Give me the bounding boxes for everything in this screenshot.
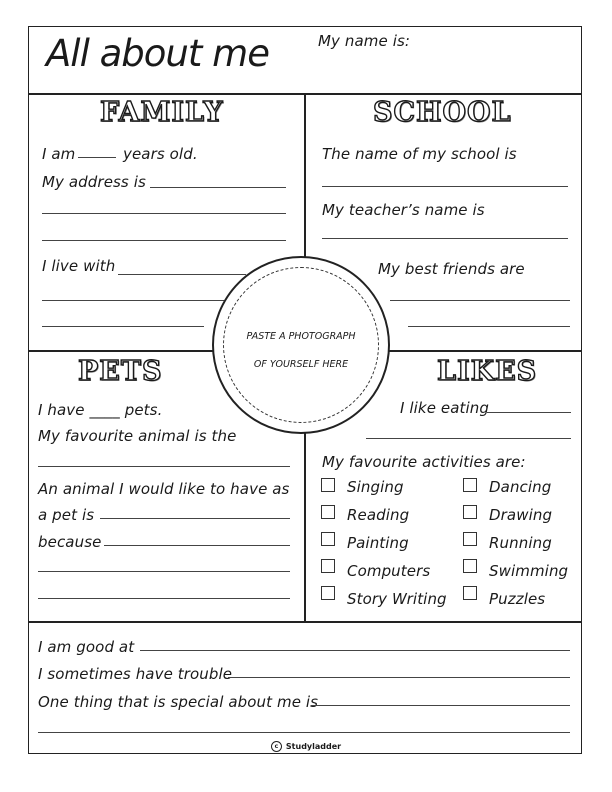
checkbox-puzzles[interactable] bbox=[463, 586, 477, 600]
activity-label: Running bbox=[489, 534, 552, 552]
best-friends-line[interactable] bbox=[408, 326, 570, 327]
copyright-icon: c bbox=[271, 741, 282, 752]
activities-label: My favourite activities are: bbox=[322, 453, 526, 471]
checkbox-singing[interactable] bbox=[321, 478, 335, 492]
trouble-line[interactable] bbox=[228, 677, 570, 678]
activity-label: Reading bbox=[347, 506, 410, 524]
photo-paste-area[interactable] bbox=[223, 267, 379, 423]
footer bbox=[0, 741, 612, 752]
address-line[interactable] bbox=[42, 213, 286, 214]
special-line[interactable] bbox=[38, 732, 570, 733]
best-friends-label: My best friends are bbox=[378, 260, 525, 278]
because-line[interactable] bbox=[38, 598, 290, 599]
pets-count-label: I have ____ pets. bbox=[38, 401, 163, 419]
would-like-label: An animal I would like to have as bbox=[38, 480, 290, 498]
favourite-animal-label: My favourite animal is the bbox=[38, 427, 237, 445]
age-suffix: years old. bbox=[123, 145, 198, 163]
special-line[interactable] bbox=[311, 705, 570, 706]
family-heading: FAMILY bbox=[100, 97, 224, 128]
photo-instruction: PASTE A PHOTOGRAPH bbox=[246, 331, 356, 342]
address-line[interactable] bbox=[150, 187, 286, 188]
checkbox-drawing[interactable] bbox=[463, 505, 477, 519]
school-name-line[interactable] bbox=[322, 186, 568, 187]
activity-label: Dancing bbox=[489, 478, 552, 496]
special-label: One thing that is special about me is bbox=[38, 693, 319, 711]
address-label: My address is bbox=[42, 173, 146, 191]
checkbox-running[interactable] bbox=[463, 532, 477, 546]
divider bbox=[28, 621, 582, 623]
age-prefix: I am bbox=[42, 145, 76, 163]
school-heading: SCHOOL bbox=[373, 97, 512, 128]
checkbox-painting[interactable] bbox=[321, 532, 335, 546]
good-at-line[interactable] bbox=[140, 650, 570, 651]
checkbox-reading[interactable] bbox=[321, 505, 335, 519]
would-like-label-2: a pet is bbox=[38, 506, 95, 524]
address-line[interactable] bbox=[42, 240, 286, 241]
checkbox-computers[interactable] bbox=[321, 559, 335, 573]
eating-line[interactable] bbox=[366, 438, 571, 439]
teacher-label: My teacher’s name is bbox=[322, 201, 485, 219]
teacher-line[interactable] bbox=[322, 238, 568, 239]
eating-line[interactable] bbox=[487, 412, 571, 413]
eating-label: I like eating bbox=[400, 399, 490, 417]
best-friends-line[interactable] bbox=[390, 300, 570, 301]
checkbox-swimming[interactable] bbox=[463, 559, 477, 573]
activity-label: Drawing bbox=[489, 506, 553, 524]
live-with-line[interactable] bbox=[118, 274, 246, 275]
school-name-label: The name of my school is bbox=[322, 145, 517, 163]
favourite-animal-line[interactable] bbox=[38, 466, 290, 467]
photo-instruction: OF YOURSELF HERE bbox=[253, 359, 349, 370]
activity-label: Painting bbox=[347, 534, 409, 552]
activity-label: Computers bbox=[347, 562, 431, 580]
checkbox-story-writing[interactable] bbox=[321, 586, 335, 600]
live-with-label: I live with bbox=[42, 257, 116, 275]
would-like-line[interactable] bbox=[100, 518, 290, 519]
live-with-line[interactable] bbox=[42, 300, 224, 301]
because-line[interactable] bbox=[104, 545, 290, 546]
good-at-label: I am good at bbox=[38, 638, 135, 656]
activity-label: Story Writing bbox=[347, 590, 447, 608]
because-line[interactable] bbox=[38, 571, 290, 572]
live-with-line[interactable] bbox=[42, 326, 204, 327]
age-input-line[interactable] bbox=[78, 157, 116, 158]
pets-heading: PETS bbox=[78, 356, 163, 387]
likes-heading: LIKES bbox=[437, 356, 538, 387]
trouble-label: I sometimes have trouble bbox=[38, 665, 233, 683]
name-label: My name is: bbox=[318, 32, 411, 50]
page-title: All about me bbox=[46, 32, 269, 75]
checkbox-dancing[interactable] bbox=[463, 478, 477, 492]
activity-label: Swimming bbox=[489, 562, 569, 580]
activity-label: Singing bbox=[347, 478, 404, 496]
because-label: because bbox=[38, 533, 102, 551]
footer-brand: Studyladder bbox=[285, 742, 342, 751]
activity-label: Puzzles bbox=[489, 590, 546, 608]
